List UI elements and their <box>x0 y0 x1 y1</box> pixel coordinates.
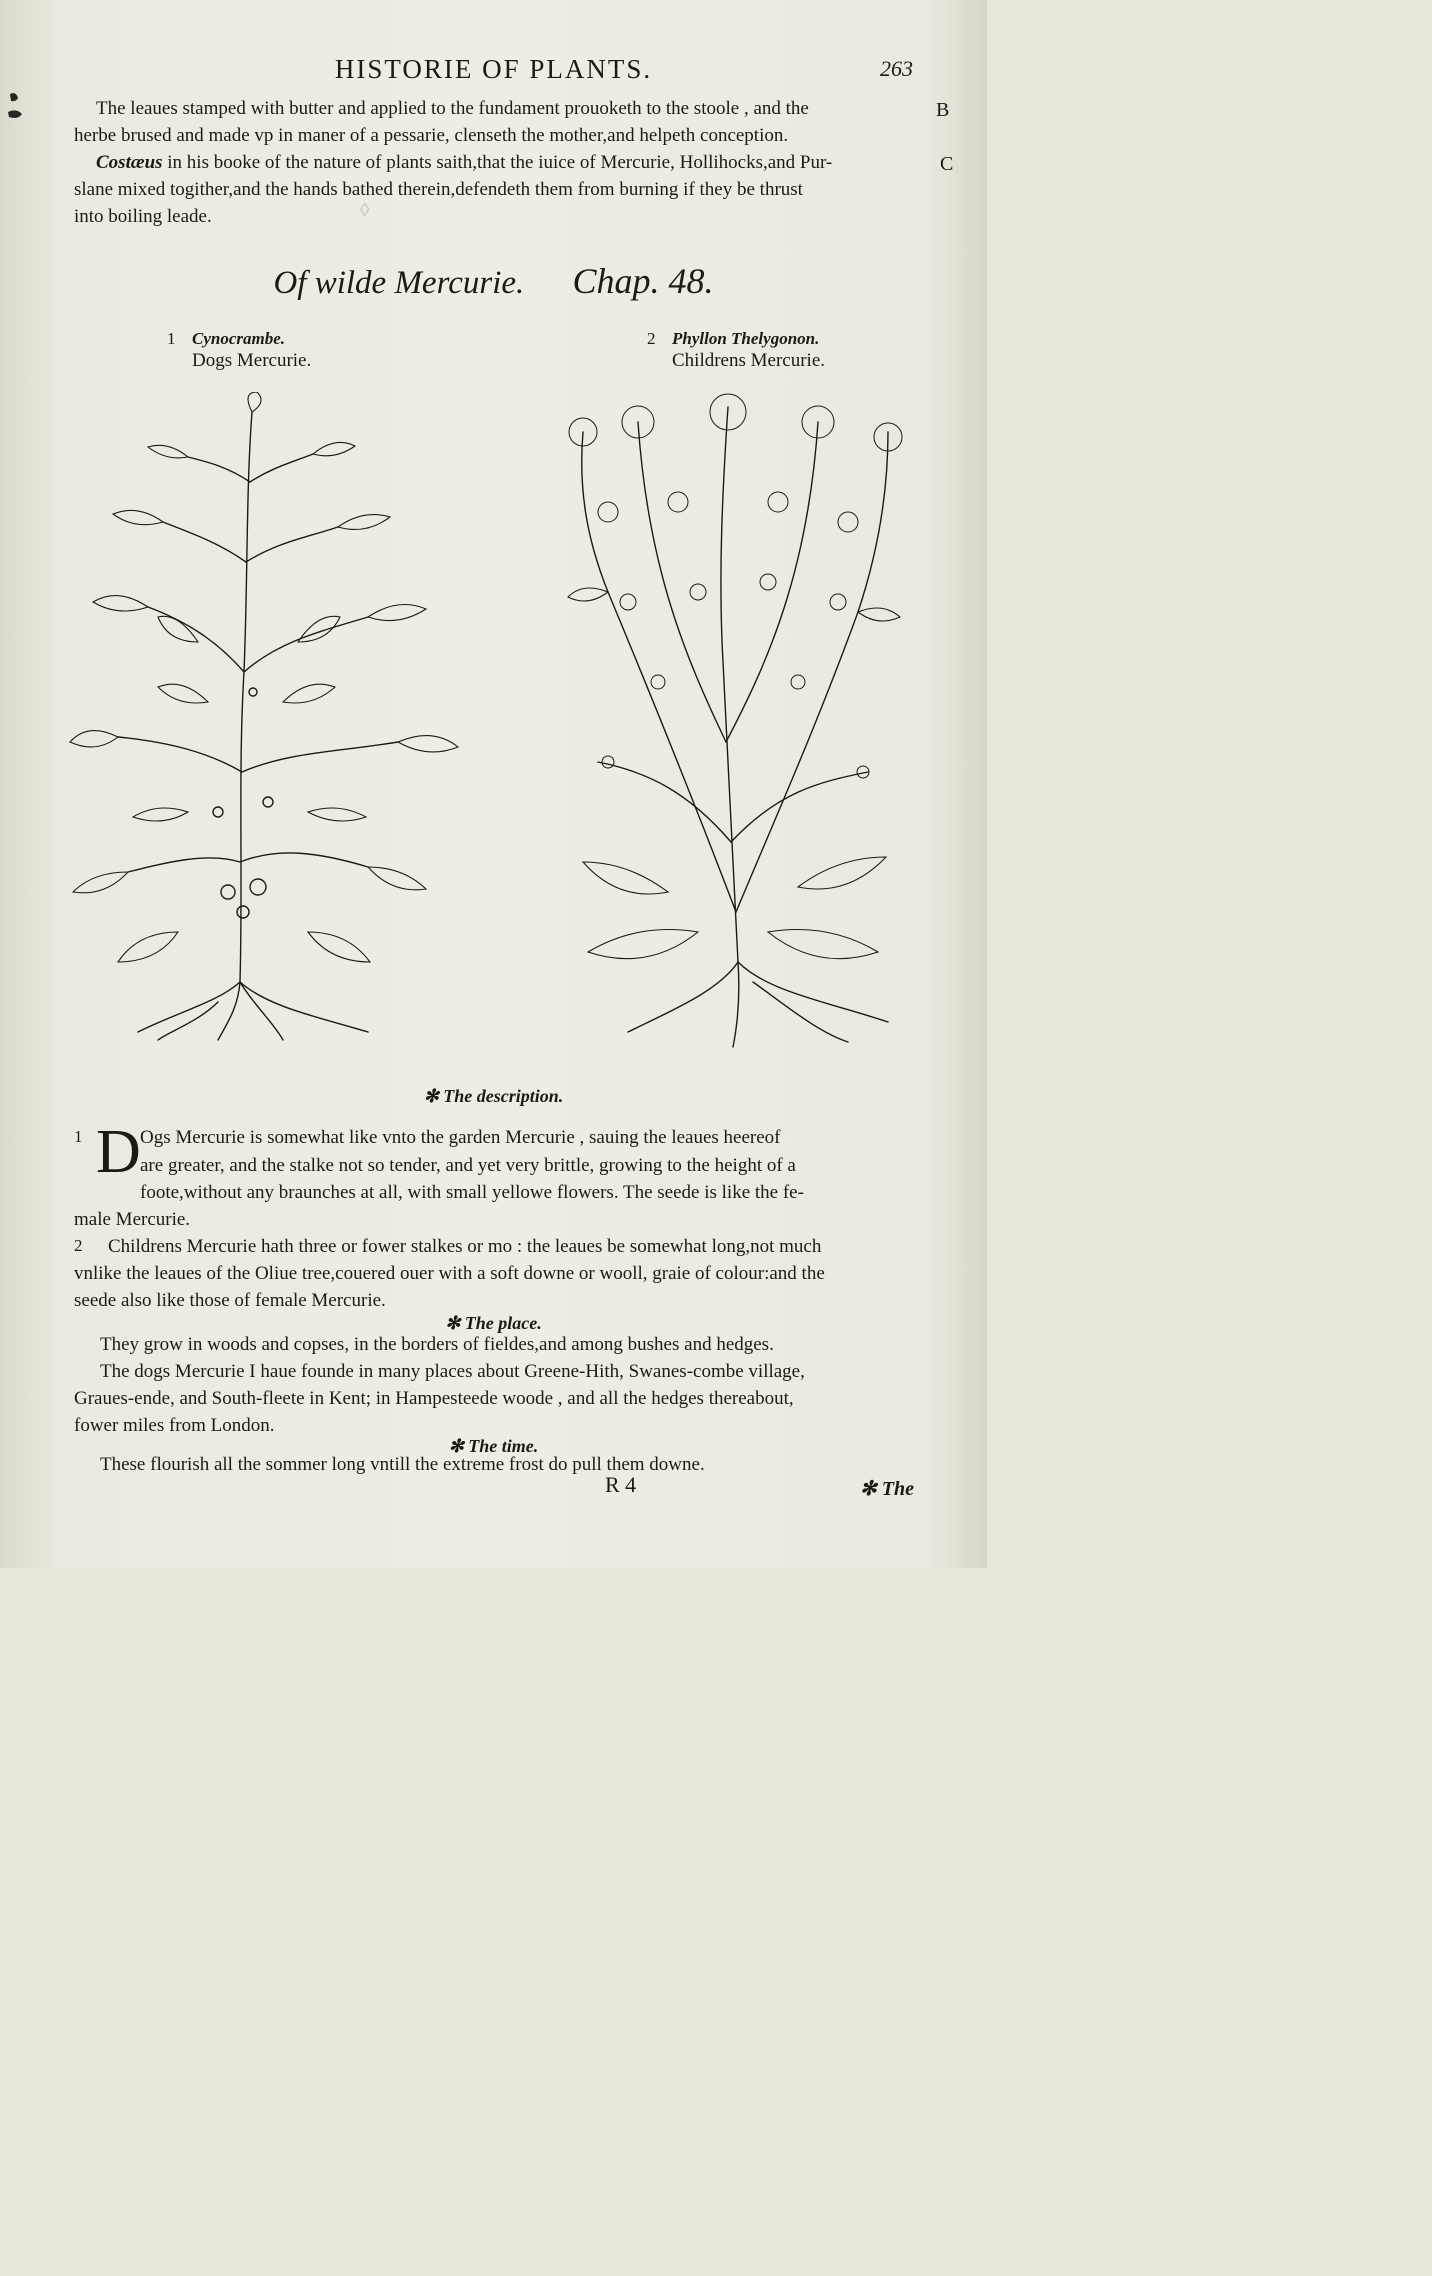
chapter-number: Chap. 48. <box>572 261 714 301</box>
latin-name: Phyllon Thelygonon. <box>672 329 820 348</box>
place-line-4: fower miles from London. <box>74 1415 275 1436</box>
dogs-mercurie-woodcut <box>68 392 488 1042</box>
catchword: ✻ The <box>860 1478 914 1500</box>
page-number: 263 <box>880 56 913 81</box>
author-name: Costæus <box>96 152 163 173</box>
drop-capital: D <box>96 1118 141 1186</box>
time-line-1: These flourish all the sommer long vntill the extreme frost do pull them downe. <box>100 1454 705 1475</box>
figure-caption-2 <box>647 328 826 372</box>
intro-line-1: The leaues stamped with butter and applied to the fundament prouoketh to the stoole , and the <box>96 98 809 119</box>
description-line-7: seede also like those of female Mercurie. <box>74 1290 386 1311</box>
intro-line-3 <box>96 152 832 174</box>
intro-line-3-text: in his booke of the nature of plants saith,that the iuice of Mercurie, Hollihocks,and Pur- <box>167 152 833 173</box>
description-line-6: vnlike the leaues of the Oliue tree,couered ouer with a soft downe or wooll, graie of colour:and the <box>74 1263 825 1284</box>
latin-name: Cynocrambe. <box>192 329 286 348</box>
figure-number: 2 <box>647 329 656 348</box>
description-line-3: foote,without any braunches at all, with small yellowe flowers. The seede is like the fe- <box>140 1182 804 1203</box>
intro-line-5: into boiling leade. <box>74 206 212 227</box>
figure-number: 1 <box>167 329 176 348</box>
book-page: ◊ HISTORIE OF PLANTS. 263 The leaues stamped with butter and applied to the fundament prouoketh to the stoole , and the B herbe brused and made vp in maner of a pessarie, clenseth the mother,and helpeth conception. Costæus in his booke of the nature of plants saith,that the iuice of Mercurie, Hollihocks,and Pur- C slane mixed togither,and the hands bathed therein,defendeth them from burning if they be thrust into boiling leade. Of wilde Mercurie. Chap. 48. 1 Cynocrambe. Dogs Mercurie. 2 Phyllon Thelygonon. Childrens Mercurie. ✻ The description. 1 D Ogs Mercurie is somewhat like vnto the garden Mercurie , sauing the leaues heereof are greater, and the stalke not so tender, and yet very brittle, growing to the height of a foote,without any braunches at all, with small yellowe flowers. The seede is like the fe- male Mercurie. 2 Childrens Mercurie hath three or fower stalkes or mo : the leaues be somewhat long,not much vnlike the leaues of the Oliue tree,couered ouer with a soft downe or wooll, graie of colour:and the seede also like those of female Mercurie. ✻ The place. They grow in woods and copses, in the borders of fieldes,and among bushes and hedges. The dogs Mercurie I haue founde in many places about Greene-Hith, Swanes-combe village, Graues-ende, and South-fleete in Kent; in Hampesteede woode , and all the hedges thereabout, fower miles from London. ✻ The time. These flourish all the sommer long vntill the extreme frost do pull them downe. R 4 ✻ The <box>0 0 987 1568</box>
intro-line-2: herbe brused and made vp in maner of a pessarie, clenseth the mother,and helpeth conception. <box>74 125 789 146</box>
description-line-1: Ogs Mercurie is somewhat like vnto the garden Mercurie , sauing the leaues heereof <box>140 1127 781 1148</box>
description-line-2: are greater, and the stalke not so tender, and yet very brittle, growing to the height of a <box>140 1155 796 1176</box>
intro-line-4: slane mixed togither,and the hands bathed therein,defendeth them from burning if they be thrust <box>74 179 803 200</box>
chapter-title <box>0 260 987 302</box>
place-line-3: Graues-ende, and South-fleete in Kent; in Hampesteede woode , and all the hedges thereabout, <box>74 1388 794 1409</box>
figure-caption-1 <box>167 328 312 372</box>
description-line-5: Childrens Mercurie hath three or fower stalkes or mo : the leaues be somewhat long,not much <box>108 1236 822 1257</box>
place-heading: ✻ The place. <box>445 1313 542 1333</box>
time-heading: ✻ The time. <box>448 1436 539 1456</box>
signature-mark: R 4 <box>605 1472 637 1497</box>
paragraph-number-2: 2 <box>74 1236 83 1255</box>
running-head: HISTORIE OF PLANTS. <box>334 54 653 84</box>
description-heading: ✻ The description. <box>423 1086 564 1106</box>
place-line-1: They grow in woods and copses, in the borders of fieldes,and among bushes and hedges. <box>100 1334 774 1355</box>
place-line-2: The dogs Mercurie I haue founde in many places about Greene-Hith, Swanes-combe village, <box>100 1361 805 1382</box>
ink-blot <box>6 90 26 128</box>
margin-letter-b: B <box>936 99 950 121</box>
childrens-mercurie-woodcut <box>548 392 918 1052</box>
english-name: Childrens Mercurie. <box>672 350 826 371</box>
chapter-name: Of wilde Mercurie. <box>273 265 525 301</box>
paragraph-number-1: 1 <box>74 1127 83 1146</box>
margin-letter-c: C <box>940 153 954 175</box>
description-line-4: male Mercurie. <box>74 1209 191 1230</box>
english-name: Dogs Mercurie. <box>192 350 312 371</box>
